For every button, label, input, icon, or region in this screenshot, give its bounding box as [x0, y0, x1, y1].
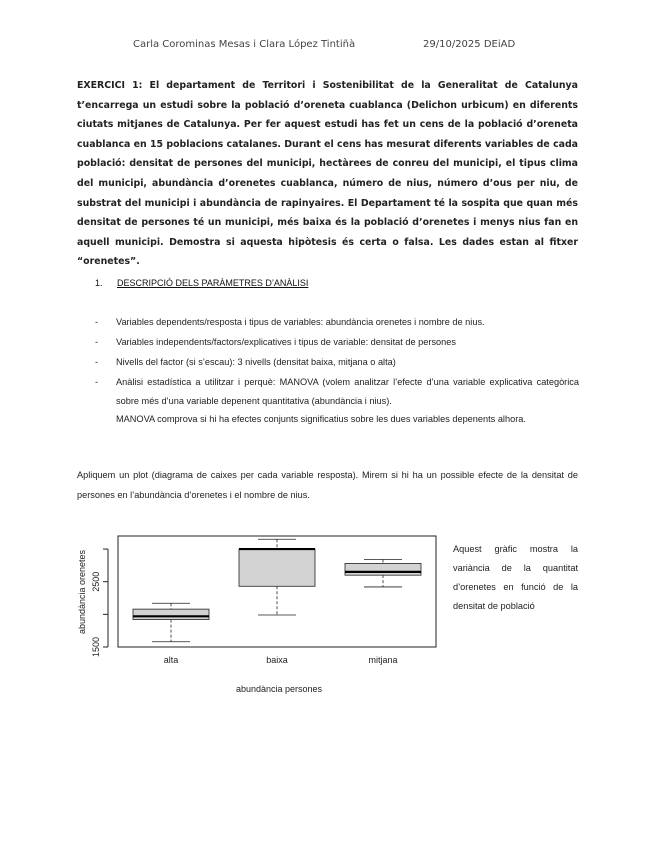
authors: Carla Corominas Mesas i Clara López Tintiñà	[133, 39, 356, 50]
box-baixa	[239, 549, 315, 586]
bullet-extra-text: MANOVA comprova si hi ha efectes conjunts significatius sobre les dues variables depenents alhora.	[116, 414, 526, 424]
chart-note: Aquest gràfic mostra la variància de la quantitat d’orenetes en funció de la densitat de població	[453, 544, 578, 611]
exercise-label: EXERCICI 1:	[77, 80, 143, 91]
y-tick-label: 2500	[91, 571, 101, 592]
bullet-dash: -	[95, 357, 99, 367]
exercise-statement	[77, 76, 578, 272]
parameter-list	[95, 313, 579, 430]
x-tick-label: baixa	[266, 655, 288, 665]
bullet-text: Variables independents/factors/explicatives i tipus de variable: densitat de persones	[116, 337, 456, 347]
y-axis-label: abundància orenetes	[77, 549, 87, 635]
x-tick-label: mitjana	[368, 655, 398, 665]
boxplot-chart	[70, 530, 450, 700]
list-item	[95, 373, 579, 429]
x-axis-label: abundància persones	[235, 684, 323, 694]
exercise-body: El departament de Territori i Sostenibilitat de la Generalitat de Catalunya t’encarrega un estudi sobre la població d’oreneta cuablanca (Delichon urbicum) en diferents ciutats mitjanes de Catalunya. Per fer aquest estudi has fet un cens de la població d’oreneta cuablanca en 15 poblacions catalanes. Durant el cens has mesurat diferents variables de cada població: densitat de persones del municipi, hectàrees de conreu del municipi, el tipus clima del municipi, abundància d’orenetes cuablanca, número de nius, número d’ous per niu, de substrat del municipi i abundància de rapinyaires. El Departament té la sospita que quan més densitat de persones té un municipi, més baixa és la població d’orenetes i menys nius fan en aquell municipi. Demostra si aquesta hipòtesis és certa o falsa. Les dades estan al fitxer “orenetes”.	[77, 80, 578, 268]
bullet-text: Variables dependents/resposta i tipus de variables: abundància orenetes i nombre de nius.	[116, 317, 485, 327]
x-tick-label: alta	[163, 655, 179, 665]
list-item	[95, 333, 579, 352]
plot-description: Apliquem un plot (diagrama de caixes per cada variable resposta). Mirem si hi ha un possible efecte de la densitat de persones en l’abundància d’orenetes i el nombre de nius.	[77, 470, 578, 500]
section-heading	[95, 278, 308, 288]
bullet-dash: -	[95, 337, 99, 347]
date-course: 29/10/2025 DEiAD	[423, 39, 516, 50]
bullet-text: Nivells del factor (si s’escau): 3 nivells (densitat baixa, mitjana o alta)	[116, 357, 396, 367]
list-item	[95, 313, 579, 332]
box-mitjana	[345, 563, 421, 575]
section-number: 1.	[95, 278, 103, 288]
section-title: DESCRIPCIÓ DELS PARÀMETRES D’ANÀLISI	[117, 278, 309, 288]
bullet-dash: -	[95, 317, 99, 327]
box-alta	[133, 609, 209, 619]
bullet-text: Anàlisi estadística a utilitzar i perquè: MANOVA (volem analitzar l’efecte d’una variable explicativa categòrica sobre més d’una variable depenent quantitativa (abundància i nius).	[116, 377, 579, 406]
bullet-dash: -	[95, 377, 99, 387]
y-tick-label: 1500	[91, 636, 101, 658]
list-item	[95, 353, 579, 372]
